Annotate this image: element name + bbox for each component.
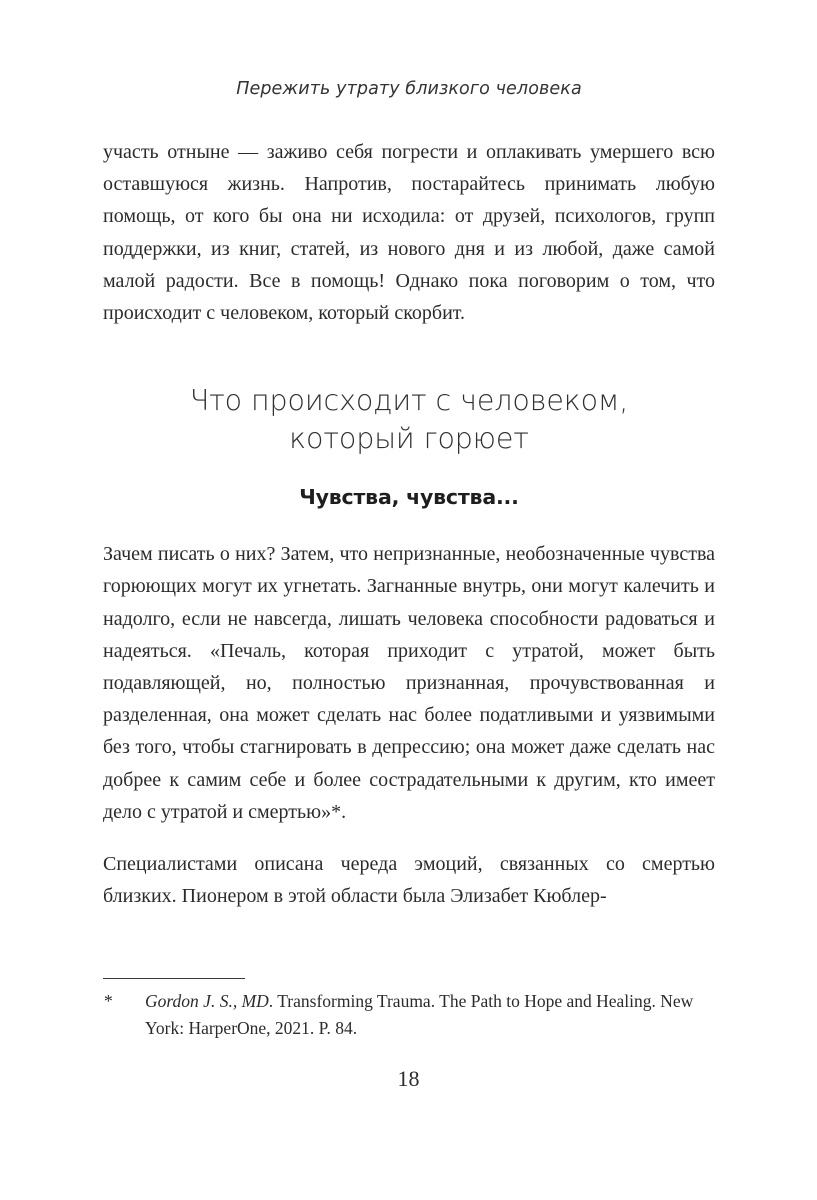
body-paragraph-1: участь отныне — заживо себя погрести и оплакивать умершего всю оставшуюся жизнь. Напротив, постарайтесь принимать любую помощь, от кого бы она ни исходила: от друзей, психологов, групп поддержки, из книг, статей, из нового дня и из любой, даже самой малой радости. Все в помощь! Однако пока поговорим о том, что происходит с человеком, который скорбит. <box>103 141 715 325</box>
footnote-entry <box>103 988 715 1041</box>
body-paragraph-2: Зачем писать о них? Затем, что непризнанные, необозначенные чувства горюющих могут их угнетать. Загнанные внутрь, они могут калечить и надолго, если не навсегда, лишать человека способности радоваться и надеяться. «Печаль, которая приходит с утратой, может быть подавляющей, но, полностью признанная, прочувствованная и разделенная, она может сделать нас более податливыми и уязвимыми без того, чтобы стагнировать в депрессию; она может даже сделать нас добрее к самим себе и более сострадательными к другим, кто имеет дело с утратой и смертью»*. <box>103 543 715 823</box>
footnote-separator-rule <box>103 978 245 979</box>
footnote-marker: * <box>104 991 113 1011</box>
footnote-citation: . Transforming Trauma. The Path to Hope and Healing. New York: HarperOne, 2021. P. 84. <box>145 991 694 1038</box>
footnote-author: Gordon J. S., MD <box>145 991 269 1011</box>
section-heading-line-2: который горюет <box>289 422 529 456</box>
footnote-block <box>103 978 715 1041</box>
running-head: Пережить утрату близкого человека <box>236 79 582 99</box>
section-heading <box>103 382 715 458</box>
page-number: 18 <box>397 1066 420 1091</box>
page-content <box>103 0 715 912</box>
body-paragraph-3: Специалистами описана череда эмоций, связанных со смертью близких. Пионером в этой области была Элизабет Кюблер- <box>103 853 715 908</box>
section-heading-line-1: Что происходит с человеком, <box>189 384 629 418</box>
subsection-heading: Чувства, чувства... <box>299 485 519 510</box>
